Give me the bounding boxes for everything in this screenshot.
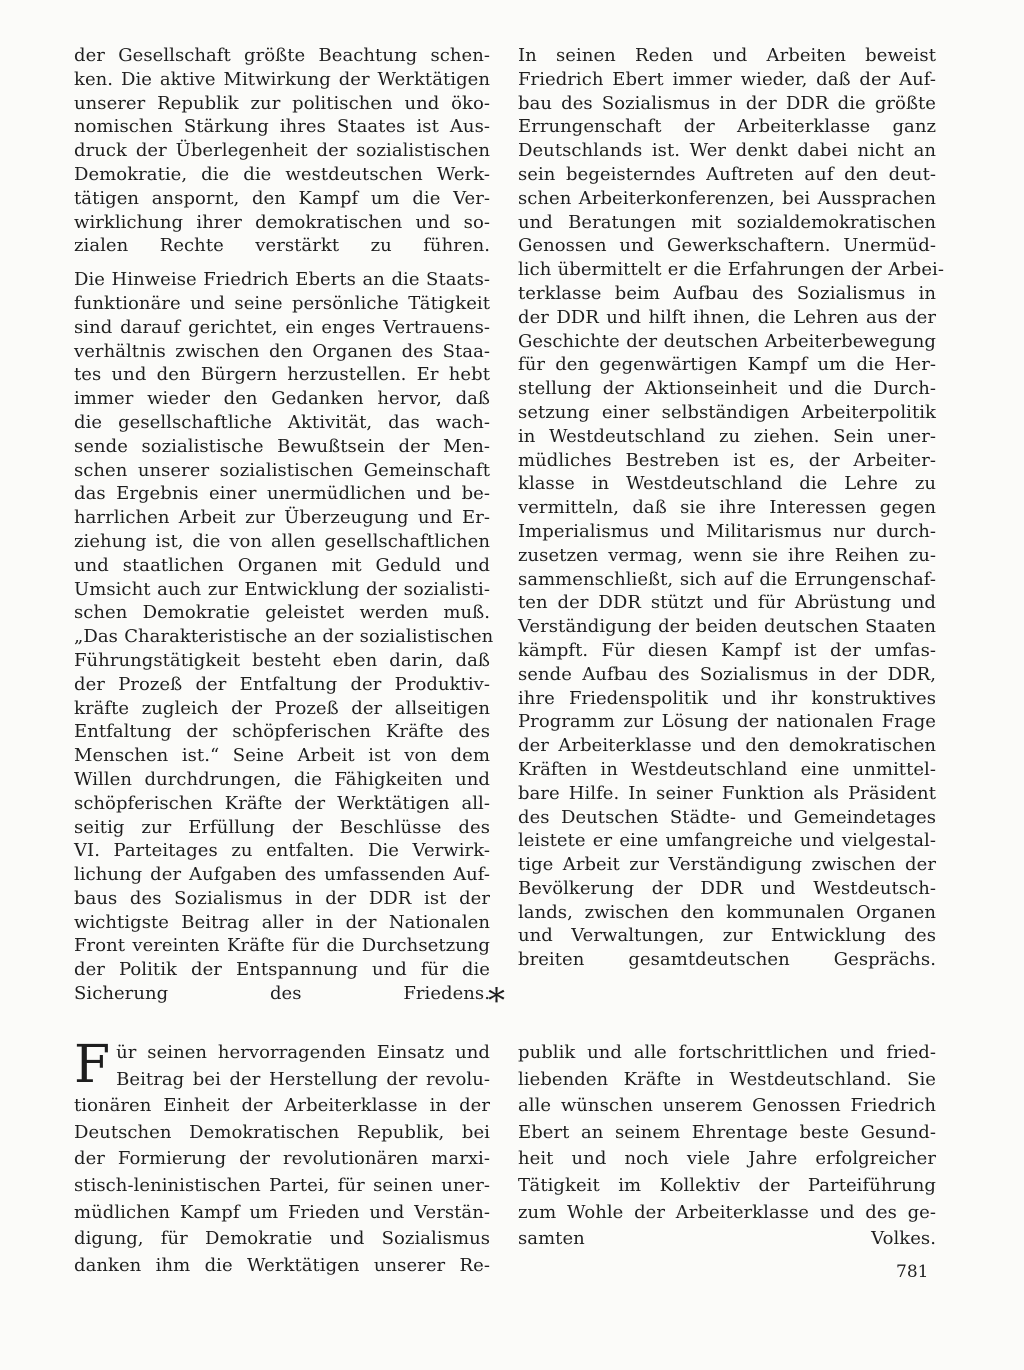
- text-line: das Ergebnis einer unermüdlichen und be-: [74, 483, 490, 505]
- text-line: Führungstätigkeit besteht eben darin, daß: [74, 649, 490, 671]
- text-line: Ebert an seinem Ehrentage beste Gesund-: [518, 1121, 936, 1143]
- drop-cap: F: [74, 1035, 111, 1095]
- text-line: liebenden Kräfte in Westdeutschland. Sie: [518, 1068, 936, 1090]
- text-line: kämpft. Für diesen Kampf ist der umfas-: [518, 639, 936, 661]
- paragraph: [518, 44, 944, 972]
- text-line: Beitrag bei der Herstellung der revolu-: [116, 1068, 490, 1090]
- text-line: danken ihm die Werktätigen unserer Re-: [74, 1254, 490, 1276]
- text-line: digung, für Demokratie und Sozialismus: [74, 1228, 490, 1250]
- text-line: unserer Republik zur politischen und öko-: [74, 92, 490, 114]
- text-line: Errungenschaft der Arbeiterklasse ganz: [518, 116, 936, 138]
- text-line: Verständigung der beiden deutschen Staaten: [518, 616, 936, 638]
- text-line: lich übermittelt er die Erfahrungen der Arbei-: [518, 259, 944, 281]
- column-left-upper: [74, 44, 494, 1006]
- text-line: sende Aufbau des Sozialismus in der DDR,: [518, 663, 936, 685]
- text-line: stisch-leninistischen Partei, für seinen uner-: [74, 1174, 490, 1196]
- text-line: druck der Überlegenheit der sozialistischen: [74, 140, 490, 162]
- text-line: für den gegenwärtigen Kampf um die Her-: [518, 354, 936, 376]
- text-line: der Arbeiterklasse und den demokratischen: [518, 735, 936, 757]
- text-line: alle wünschen unserem Genossen Friedrich: [518, 1095, 936, 1117]
- text-line: Tätigkeit im Kollektiv der Parteiführung: [518, 1174, 936, 1196]
- text-line: VI. Parteitages zu entfalten. Die Verwirk-: [74, 840, 490, 862]
- text-line: wirklichung ihrer demokratischen und so-: [74, 211, 490, 233]
- closing-paragraph-right: [518, 1040, 936, 1253]
- text-line: sein begeisterndes Auftreten auf den deut-: [518, 163, 936, 185]
- text-line: lands, zwischen den kommunalen Organen: [518, 901, 936, 923]
- text-line: ür seinen hervorragenden Einsatz und: [116, 1042, 490, 1063]
- text-line: samten Volkes.: [518, 1228, 936, 1250]
- text-line: Kräften in Westdeutschland eine unmittel-: [518, 758, 936, 780]
- column-left-closing: [74, 1035, 490, 1279]
- text-line: der Prozeß der Entfaltung der Produktiv-: [74, 673, 490, 695]
- text-line: Die Hinweise Friedrich Eberts an die Staats-: [74, 269, 490, 291]
- text-line: tionären Einheit der Arbeiterklasse in der: [74, 1095, 490, 1117]
- closing-paragraph-left: [74, 1035, 490, 1279]
- text-line: Demokratie, die die westdeutschen Werk-: [74, 163, 490, 185]
- text-line: Friedrich Ebert immer wieder, daß der Auf-: [518, 68, 936, 90]
- text-line: seitig zur Erfüllung der Beschlüsse des: [74, 816, 490, 838]
- text-line: die gesellschaftliche Aktivität, das wach-: [74, 411, 490, 433]
- column-right-upper: [518, 44, 944, 972]
- text-line: bau des Sozialismus in der DDR die größte: [518, 92, 936, 114]
- text-line: der Politik der Entspannung und für die: [74, 959, 490, 981]
- text-line: heit und noch viele Jahre erfolgreicher: [518, 1148, 936, 1170]
- text-line: Sicherung des Friedens.: [74, 983, 490, 1005]
- page-number: 781: [896, 1262, 929, 1282]
- text-line: ken. Die aktive Mitwirkung der Werktätigen: [74, 68, 490, 90]
- text-line: des Deutschen Städte- und Gemeindetages: [518, 806, 936, 828]
- text-line: In seinen Reden und Arbeiten beweist: [518, 45, 936, 66]
- text-line: setzung einer selbständigen Arbeiterpolitik: [518, 401, 936, 423]
- text-line: sammenschließt, sich auf die Errungenschaf-: [518, 568, 936, 590]
- text-line: Umsicht auch zur Entwicklung der sozialisti-: [74, 578, 490, 600]
- text-line: vermitteln, daß sie ihre Interessen gegen: [518, 497, 936, 519]
- text-line: „Das Charakteristische an der sozialistischen: [74, 626, 494, 648]
- text-line: müdliches Bestreben ist es, der Arbeiter-: [518, 449, 936, 471]
- text-line: publik und alle fortschrittlichen und fried-: [518, 1042, 936, 1063]
- paragraph: [74, 44, 490, 258]
- closing-text-left: [74, 1035, 490, 1279]
- text-line: Entfaltung der schöpferischen Kräfte des: [74, 721, 490, 743]
- paragraph: [74, 268, 494, 1006]
- text-line: funktionäre und seine persönliche Tätigkeit: [74, 292, 490, 314]
- text-line: der Formierung der revolutionären marxi-: [74, 1148, 490, 1170]
- text-line: tes und den Bürgern herzustellen. Er hebt: [74, 364, 490, 386]
- text-line: müdlichen Kampf um Frieden und Verstän-: [74, 1201, 490, 1223]
- section-separator-asterisk: *: [488, 981, 505, 1021]
- text-line: der Gesellschaft größte Beachtung schen-: [74, 45, 490, 66]
- text-line: breiten gesamtdeutschen Gesprächs.: [518, 949, 936, 971]
- text-line: schöpferischen Kräfte der Werktätigen all-: [74, 792, 490, 814]
- text-line: Bevölkerung der DDR und Westdeutsch-: [518, 877, 936, 899]
- text-line: lichung der Aufgaben des umfassenden Auf-: [74, 864, 490, 886]
- text-line: verhältnis zwischen den Organen des Staa-: [74, 340, 490, 362]
- text-line: Programm zur Lösung der nationalen Frage: [518, 711, 936, 733]
- text-line: stellung der Aktionseinheit und die Durch-: [518, 378, 936, 400]
- text-line: Deutschlands ist. Wer denkt dabei nicht an: [518, 140, 936, 162]
- text-line: ten der DDR stützt und für Abrüstung und: [518, 592, 936, 614]
- text-line: Geschichte der deutschen Arbeiterbewegung: [518, 330, 936, 352]
- text-line: Genossen und Gewerkschaftern. Unermüd-: [518, 235, 936, 257]
- text-line: und Beratungen mit sozialdemokratischen: [518, 211, 936, 233]
- text-line: immer wieder den Gedanken hervor, daß: [74, 388, 490, 410]
- text-line: klasse in Westdeutschland die Lehre zu: [518, 473, 936, 495]
- text-line: Willen durchdrungen, die Fähigkeiten und: [74, 768, 490, 790]
- text-line: Imperialismus und Militarismus nur durch-: [518, 520, 936, 542]
- text-line: nomischen Stärkung ihres Staates ist Aus-: [74, 116, 490, 138]
- text-line: terklasse beim Aufbau des Sozialismus in: [518, 282, 936, 304]
- column-right-closing: [518, 1040, 936, 1253]
- text-line: schen unserer sozialistischen Gemeinschaft: [74, 459, 490, 481]
- text-line: wichtigste Beitrag aller in der Nationalen: [74, 911, 490, 933]
- text-line: Menschen ist.“ Seine Arbeit ist von dem: [74, 745, 490, 767]
- text-line: und Verwaltungen, zur Entwicklung des: [518, 925, 936, 947]
- text-line: Deutschen Demokratischen Republik, bei: [74, 1121, 490, 1143]
- text-line: der DDR und hilft ihnen, die Lehren aus der: [518, 306, 936, 328]
- text-line: schen Arbeiterkonferenzen, bei Aussprachen: [518, 187, 936, 209]
- text-line: ziehung ist, die von allen gesellschaftlichen: [74, 530, 490, 552]
- text-line: baus des Sozialismus in der DDR ist der: [74, 887, 490, 909]
- text-line: kräfte zugleich der Prozeß der allseitigen: [74, 697, 490, 719]
- text-line: und staatlichen Organen mit Geduld und: [74, 554, 490, 576]
- text-line: leistete er eine umfangreiche und vielgestal-: [518, 830, 936, 852]
- text-line: zialen Rechte verstärkt zu führen.: [74, 235, 490, 257]
- text-line: in Westdeutschland zu ziehen. Sein uner-: [518, 425, 936, 447]
- text-line: tige Arbeit zur Verständigung zwischen der: [518, 854, 936, 876]
- text-line: ihre Friedenspolitik und ihr konstruktives: [518, 687, 936, 709]
- text-line: schen Demokratie geleistet werden muß.: [74, 602, 490, 624]
- text-line: tätigen anspornt, den Kampf um die Ver-: [74, 187, 490, 209]
- text-line: zusetzen vermag, wenn sie ihre Reihen zu-: [518, 544, 936, 566]
- text-line: harrlichen Arbeit zur Überzeugung und Er-: [74, 507, 490, 529]
- text-line: sind darauf gerichtet, ein enges Vertrauens-: [74, 316, 490, 338]
- text-line: Front vereinten Kräfte für die Durchsetzung: [74, 935, 490, 957]
- text-line: bare Hilfe. In seiner Funktion als Präsident: [518, 782, 936, 804]
- text-line: zum Wohle der Arbeiterklasse und des ge-: [518, 1201, 936, 1223]
- text-line: sende sozialistische Bewußtsein der Men-: [74, 435, 490, 457]
